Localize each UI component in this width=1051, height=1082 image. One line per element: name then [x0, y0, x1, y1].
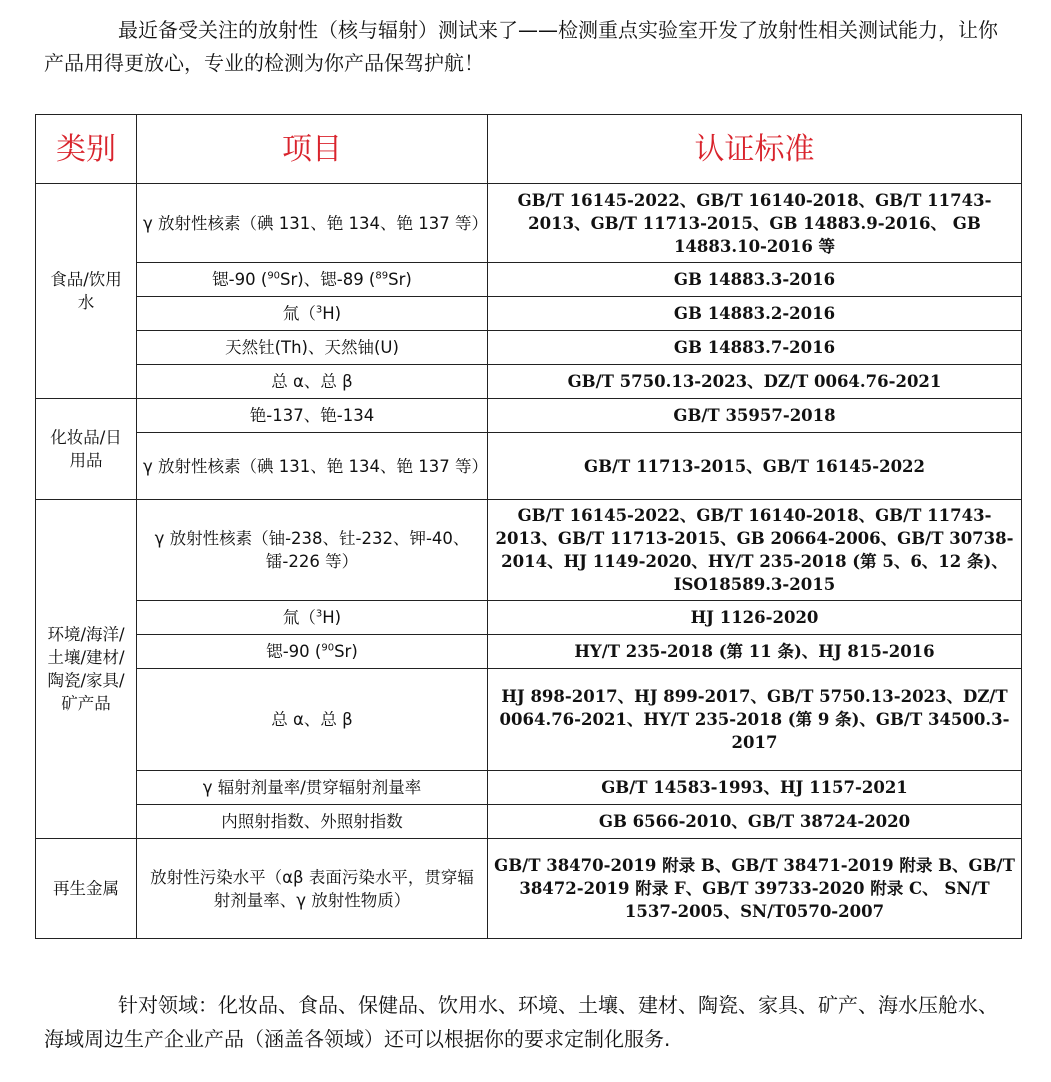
header-category: 类别	[36, 115, 137, 184]
item-cell: 放射性污染水平（αβ 表面污染水平，贯穿辐射剂量率、γ 放射性物质）	[137, 839, 488, 939]
category-cell	[36, 184, 137, 399]
category-label: 化妆品/日用品	[50, 428, 122, 470]
item-cell: 锶-90 ($^{90}$Sr)、锶-89 ($^{89}$Sr)	[137, 263, 488, 297]
standard-cell: GB 14883.2-2016	[488, 297, 1022, 331]
item-cell: 氚（$^3$H)	[137, 297, 488, 331]
standard-cell: GB/T 11713-2015、GB/T 16145-2022	[488, 433, 1022, 500]
standard-cell: GB/T 38470-2019 附录 B、GB/T 38471-2019 附录 B、GB/T 38472-2019 附录 F、GB/T 39733-2020 附录 C、 SN/T 1537-2005、SN/T0570-2007	[488, 839, 1022, 939]
radioactivity-standards-table	[35, 114, 1022, 939]
table-row	[36, 263, 1022, 297]
standard-cell: HJ 1126-2020	[488, 601, 1022, 635]
item-cell: γ 放射性核素（铀-238、钍-232、钾-40、镭-226 等）	[137, 500, 488, 601]
intro-paragraph: 最近备受关注的放射性（核与辐射）测试来了——检测重点实验室开发了放射性相关测试能力，让你产品用得更放心，专业的检测为你产品保驾护航！	[44, 18, 998, 75]
table-row	[36, 184, 1022, 263]
table-header-row	[36, 115, 1022, 184]
standard-cell: GB/T 35957-2018	[488, 399, 1022, 433]
category-cell	[36, 839, 137, 939]
standard-cell: GB 14883.3-2016	[488, 263, 1022, 297]
table-row	[36, 331, 1022, 365]
standard-cell: GB/T 16145-2022、GB/T 16140-2018、GB/T 11743-2013、GB/T 11713-2015、GB 20664-2006、GB/T 30738-2014、HJ 1149-2020、HY/T 235-2018 (第 5、6、12 条)、ISO18589.3-2015	[488, 500, 1022, 601]
standard-cell: GB/T 14583-1993、HJ 1157-2021	[488, 771, 1022, 805]
category-cell	[36, 500, 137, 839]
table-row	[36, 399, 1022, 433]
standard-cell: GB/T 5750.13-2023、DZ/T 0064.76-2021	[488, 365, 1022, 399]
item-cell: 氚（$^3$H)	[137, 601, 488, 635]
item-cell: γ 辐射剂量率/贯穿辐射剂量率	[137, 771, 488, 805]
table-row	[36, 433, 1022, 500]
table-row	[36, 365, 1022, 399]
item-cell: 总 α、总 β	[137, 365, 488, 399]
category-cell	[36, 399, 137, 500]
standard-cell: GB 6566-2010、GB/T 38724-2020	[488, 805, 1022, 839]
item-cell: γ 放射性核素（碘 131、铯 134、铯 137 等）	[137, 433, 488, 500]
outro-paragraph: 针对领域：化妆品、食品、保健品、饮用水、环境、土壤、建材、陶瓷、家具、矿产、海水压舱水、海域周边生产企业产品（涵盖各领域）还可以根据你的要求定制化服务.	[44, 993, 998, 1051]
item-cell: 内照射指数、外照射指数	[137, 805, 488, 839]
item-cell: 天然钍(Th)、天然铀(U)	[137, 331, 488, 365]
table-row	[36, 635, 1022, 669]
item-cell: γ 放射性核素（碘 131、铯 134、铯 137 等）	[137, 184, 488, 263]
category-label: 再生金属	[53, 879, 119, 898]
standard-cell: GB 14883.7-2016	[488, 331, 1022, 365]
table-row	[36, 805, 1022, 839]
item-cell: 铯-137、铯-134	[137, 399, 488, 433]
item-cell: 锶-90 ($^{90}$Sr)	[137, 635, 488, 669]
standard-cell: GB/T 16145-2022、GB/T 16140-2018、GB/T 11743-2013、GB/T 11713-2015、GB 14883.9-2016、 GB 14883.10-2016 等	[488, 184, 1022, 263]
table-row	[36, 500, 1022, 601]
category-label: 环境/海洋/土壤/建材/陶瓷/家具/矿产品	[47, 625, 125, 713]
category-label: 食品/饮用水	[50, 270, 122, 312]
item-cell: 总 α、总 β	[137, 669, 488, 771]
header-standard: 认证标准	[488, 115, 1022, 184]
table-row	[36, 839, 1022, 939]
table-row	[36, 601, 1022, 635]
table-row	[36, 297, 1022, 331]
table-row	[36, 669, 1022, 771]
standard-cell: HY/T 235-2018 (第 11 条)、HJ 815-2016	[488, 635, 1022, 669]
table-row	[36, 771, 1022, 805]
standard-cell: HJ 898-2017、HJ 899-2017、GB/T 5750.13-2023、DZ/T 0064.76-2021、HY/T 235-2018 (第 9 条)、GB/T 34500.3-2017	[488, 669, 1022, 771]
header-item: 项目	[137, 115, 488, 184]
